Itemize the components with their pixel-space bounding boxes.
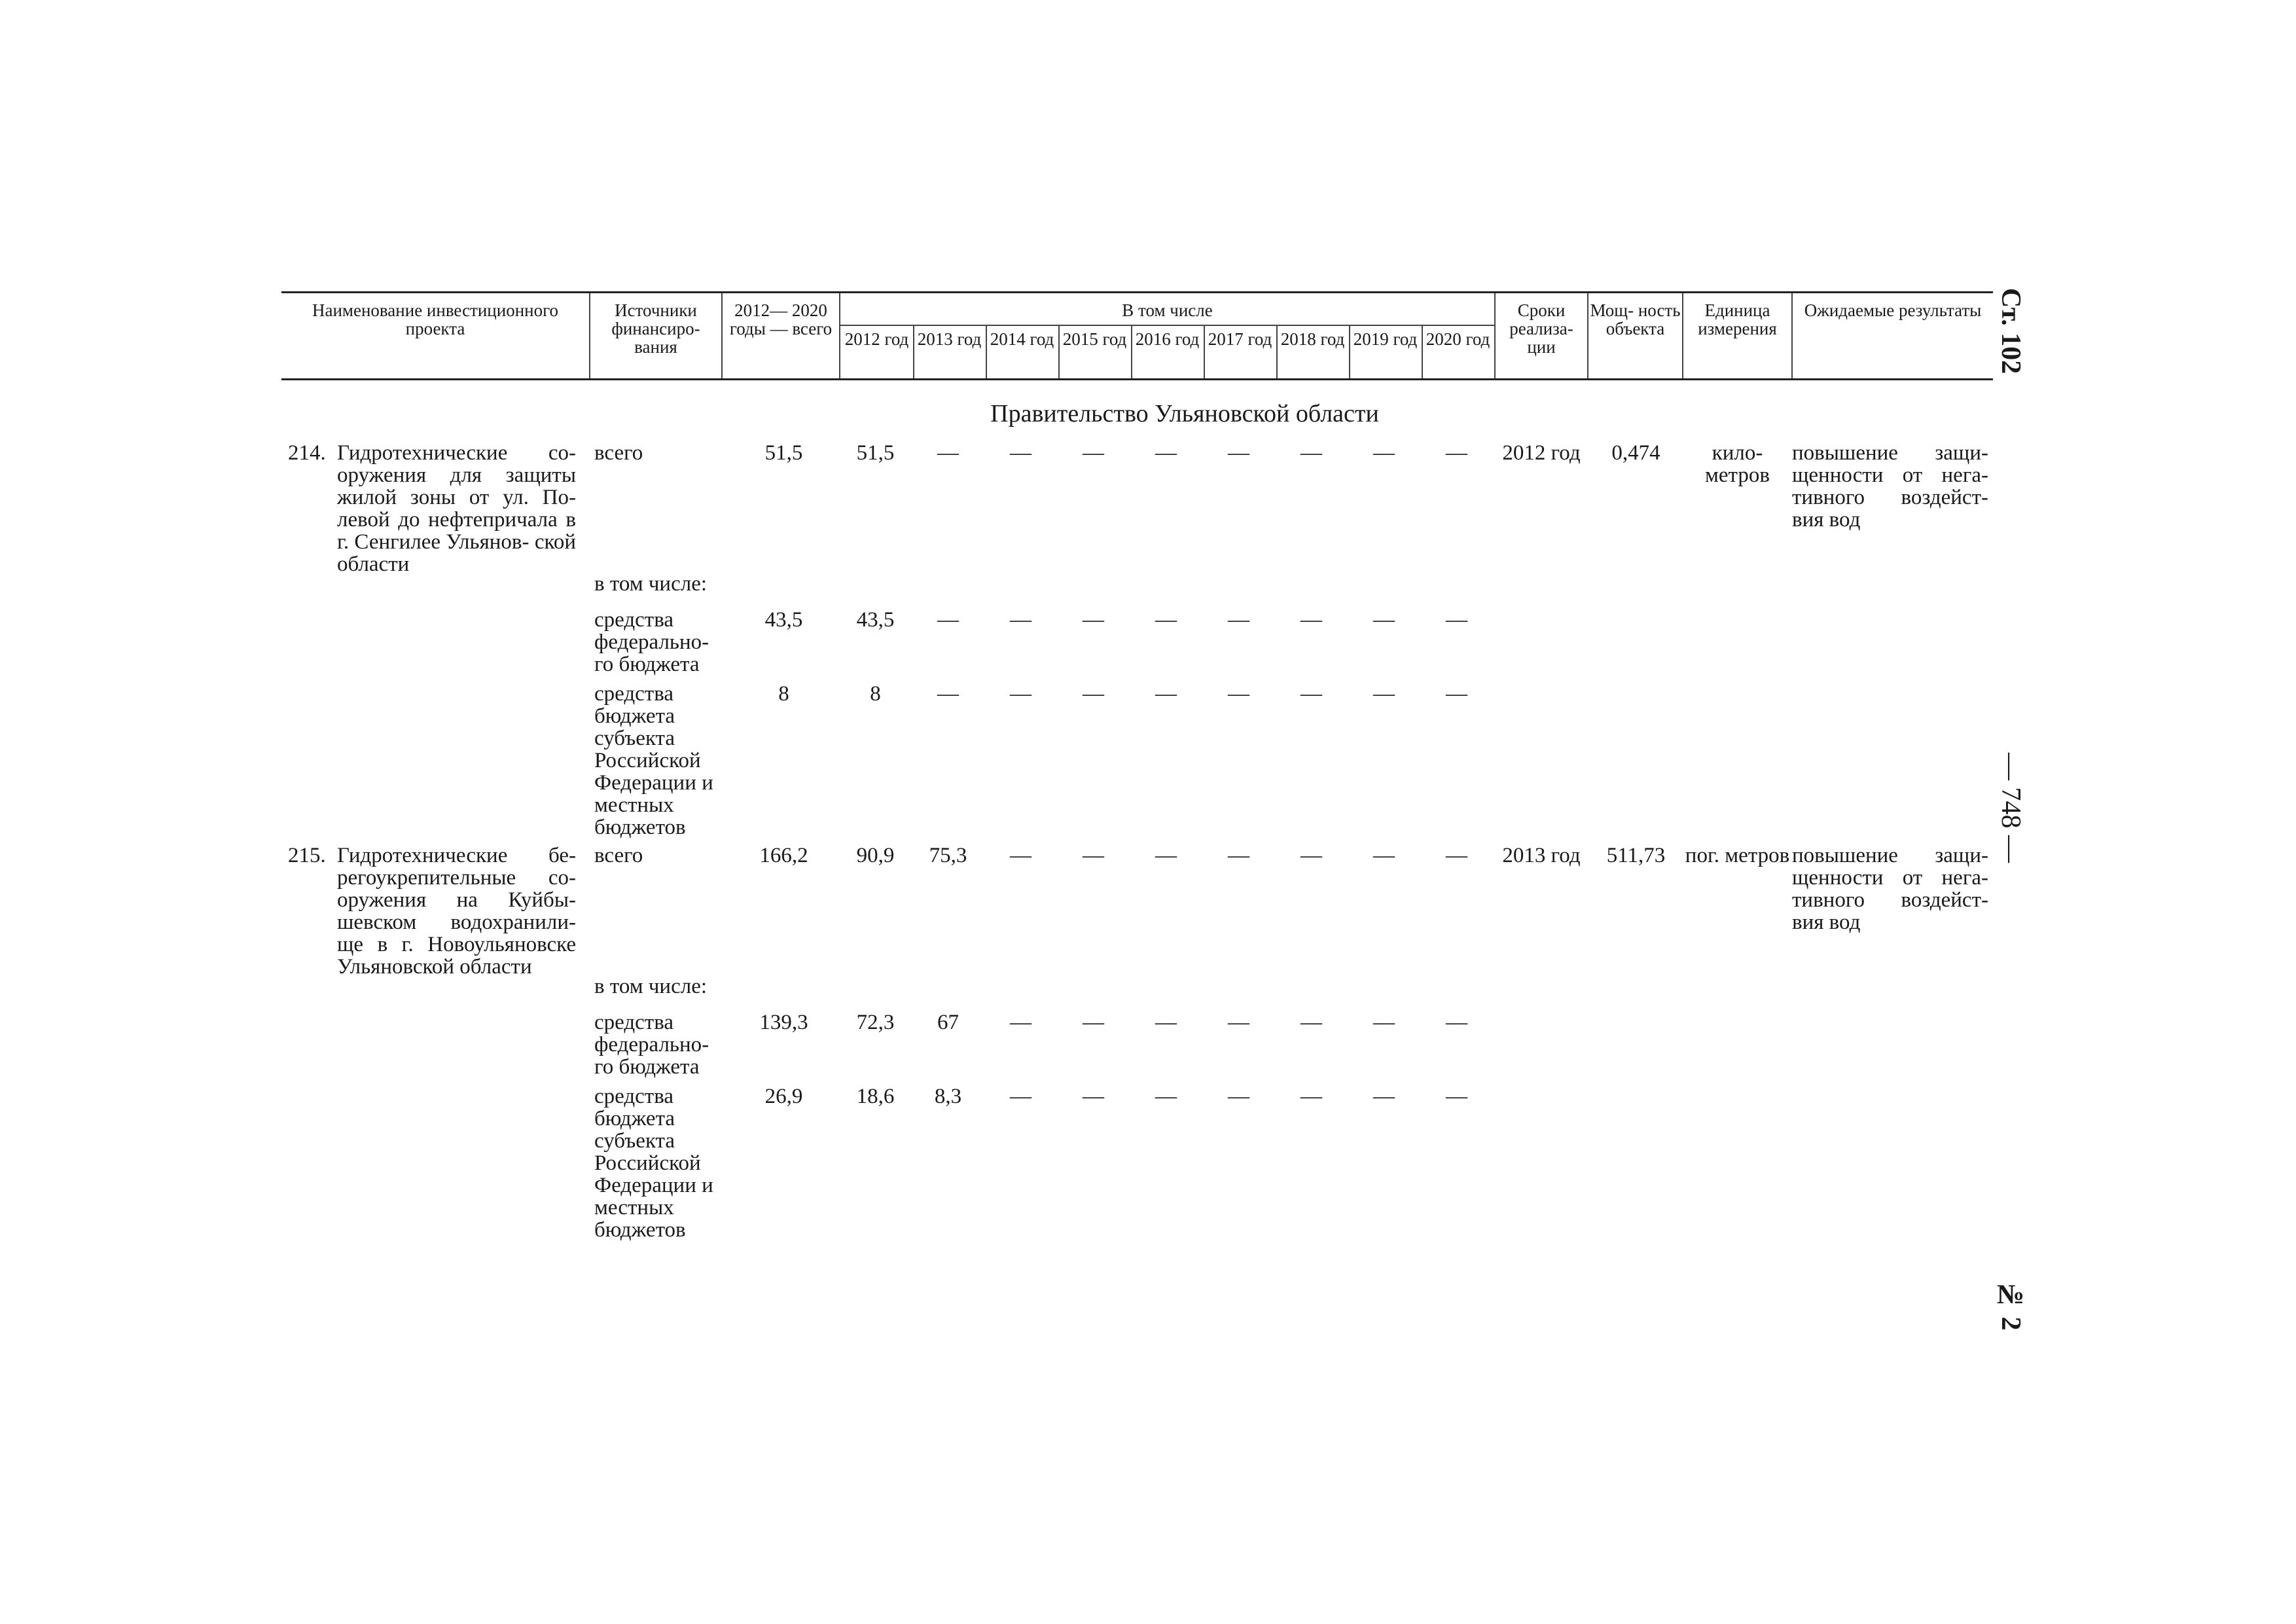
row-source: всего — [594, 844, 643, 867]
row-year-value: — — [1228, 1011, 1249, 1034]
row-year-value: — — [1300, 682, 1322, 706]
header-sources: Источники финансиро- вания — [611, 300, 700, 357]
row-source: средства бюджета субъекта Российской Федерации и местных бюджетов — [594, 1085, 713, 1242]
row-year-value: — — [1228, 682, 1249, 706]
header-total: 2012— 2020 годы — всего — [729, 300, 833, 338]
row-year-value: — — [1373, 682, 1395, 706]
row-year-value: — — [1155, 1085, 1177, 1108]
row-year-value: 75,3 — [929, 844, 967, 867]
project-period: 2012 год — [1502, 441, 1581, 465]
row-year-value: — — [1155, 441, 1177, 465]
row-year-value: — — [1010, 441, 1031, 465]
article-label: Ст. 102 — [1996, 288, 2026, 374]
header-year-4: 2016 год — [1135, 329, 1200, 349]
row-year-value: — — [1155, 1011, 1177, 1034]
row-source: средства бюджета субъекта Российской Федерации и местных бюджетов — [594, 682, 713, 839]
row-year-value: — — [1300, 608, 1322, 632]
header-year-2: 2014 год — [990, 329, 1054, 349]
row-source: средства федерально- го бюджета — [594, 1011, 709, 1079]
row-year-value: — — [1300, 1085, 1322, 1108]
row-year-value: — — [1300, 441, 1322, 465]
row-year-value: — — [1010, 608, 1031, 632]
row-total: 8 — [778, 682, 789, 706]
section-title: Правительство Ульяновской области — [990, 400, 1379, 427]
row-year-value: — — [1083, 1011, 1104, 1034]
header-period: Сроки реализа- ции — [1509, 300, 1573, 357]
row-total: 26,9 — [764, 1085, 803, 1108]
row-year-value: — — [937, 682, 959, 706]
header-year-1: 2013 год — [917, 329, 982, 349]
row-year-value: — — [1446, 441, 1467, 465]
row-year-value: — — [1446, 608, 1467, 632]
row-year-value: 18,6 — [856, 1085, 895, 1108]
project-result: повышение защи- щенности от нега- тивного воздейст- вия вод — [1792, 441, 1988, 532]
issue-number: № 2 — [1996, 1280, 2026, 1331]
row-year-value: — — [1446, 1011, 1467, 1034]
row-year-value: — — [937, 441, 959, 465]
row-year-value: — — [1373, 1011, 1395, 1034]
row-year-value: — — [937, 608, 959, 632]
header-including: В том числе — [1122, 300, 1213, 320]
row-year-value: 90,9 — [856, 844, 895, 867]
row-year-value: 67 — [937, 1011, 959, 1034]
row-year-value: 8 — [870, 682, 881, 706]
header-name: Наименование инвестиционного проекта — [312, 300, 559, 338]
row-year-value: 8,3 — [934, 1085, 962, 1108]
header-year-7: 2019 год — [1353, 329, 1418, 349]
row-year-value: — — [1228, 608, 1249, 632]
project-power: 0,474 — [1611, 441, 1660, 465]
row-year-value: — — [1446, 844, 1467, 867]
project-number: 215. — [288, 844, 326, 867]
row-year-value: — — [1228, 1085, 1249, 1108]
row-year-value: — — [1155, 608, 1177, 632]
row-year-value: — — [1155, 844, 1177, 867]
row-year-value: — — [1010, 1085, 1031, 1108]
row-total: 51,5 — [764, 441, 803, 465]
row-total: 139,3 — [759, 1011, 808, 1034]
row-year-value: — — [1300, 1011, 1322, 1034]
row-year-value: 72,3 — [856, 1011, 895, 1034]
header-year-0: 2012 год — [844, 329, 909, 349]
project-name: Гидротехнические бе- регоукрепительные со- оружения на Куйбы- шевском водохранили- ще в г. Новоульяновске Ульяновской области — [337, 844, 576, 979]
row-year-value: — — [1373, 1085, 1395, 1108]
project-name: Гидротехнические со- оружения для защиты жилой зоны от ул. По- левой до нефтепричала в г. Сенгилее Ульянов- ской области — [337, 441, 576, 576]
row-year-value: — — [1010, 1011, 1031, 1034]
row-total: 166,2 — [759, 844, 808, 867]
row-year-value: — — [1228, 441, 1249, 465]
row-year-value: — — [1010, 844, 1031, 867]
header-result: Ожидаемые результаты — [1804, 300, 1982, 320]
header-unit: Единица измерения — [1698, 300, 1777, 338]
row-year-value: — — [1373, 608, 1395, 632]
project-unit: кило- метров — [1705, 441, 1770, 487]
header-year-3: 2015 год — [1062, 329, 1127, 349]
row-year-value: — — [1228, 844, 1249, 867]
header-power: Мощ- ность объекта — [1590, 300, 1681, 338]
row-year-value: — — [1010, 682, 1031, 706]
project-number: 214. — [288, 441, 326, 465]
project-power: 511,73 — [1606, 844, 1666, 867]
row-year-value: 51,5 — [856, 441, 895, 465]
header-year-5: 2017 год — [1208, 329, 1272, 349]
header-year-8: 2020 год — [1426, 329, 1490, 349]
row-year-value: — — [1373, 844, 1395, 867]
row-year-value: — — [1300, 844, 1322, 867]
row-year-value: — — [1083, 1085, 1104, 1108]
row-year-value: — — [1155, 682, 1177, 706]
header-year-6: 2018 год — [1280, 329, 1345, 349]
project-result: повышение защи- щенности от нега- тивного воздейст- вия вод — [1792, 844, 1988, 934]
row-year-value: — — [1083, 608, 1104, 632]
row-source: средства федерально- го бюджета — [594, 608, 709, 676]
row-year-value: — — [1083, 441, 1104, 465]
row-year-value: 43,5 — [856, 608, 895, 632]
header-frame — [281, 291, 1993, 380]
row-year-value: — — [1083, 682, 1104, 706]
row-source: в том числе: — [594, 572, 708, 596]
page-number: — 748 — — [1996, 753, 2026, 863]
row-year-value: — — [1446, 682, 1467, 706]
row-year-value: — — [1373, 441, 1395, 465]
project-unit: пог. метров — [1685, 844, 1790, 867]
project-period: 2013 год — [1502, 844, 1581, 867]
row-year-value: — — [1083, 844, 1104, 867]
row-year-value: — — [1446, 1085, 1467, 1108]
row-total: 43,5 — [764, 608, 803, 632]
row-source: всего — [594, 441, 643, 465]
row-source: в том числе: — [594, 975, 708, 998]
